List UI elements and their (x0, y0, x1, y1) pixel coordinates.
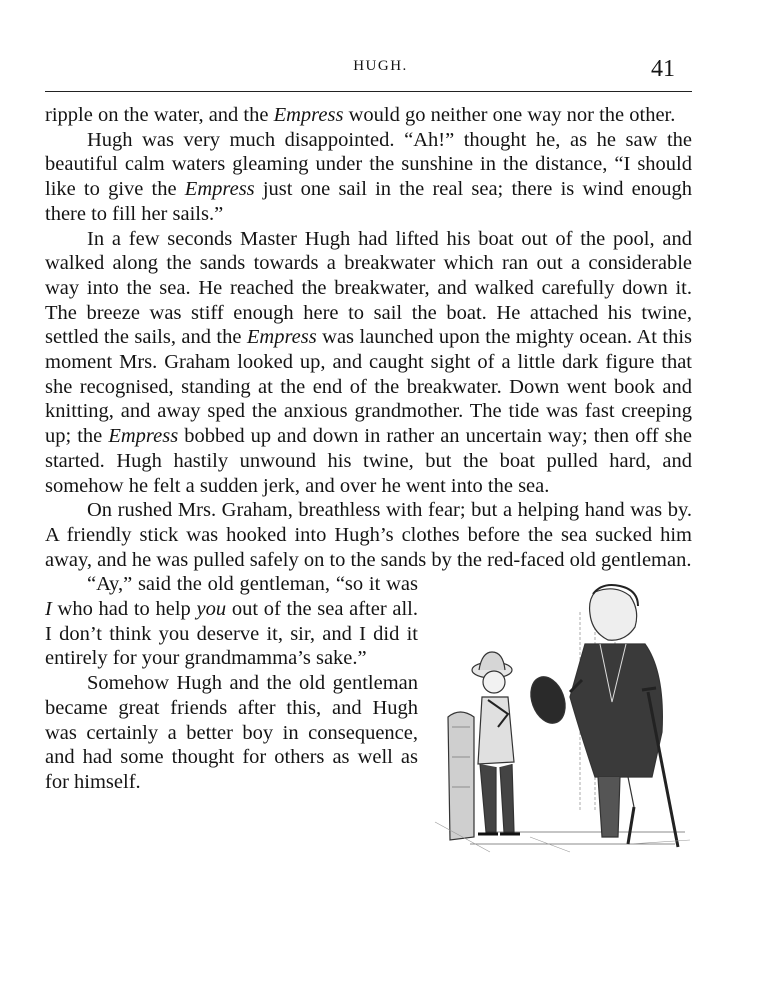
body-text (45, 103, 692, 861)
page-number: 41 (651, 56, 675, 82)
header-rule (45, 91, 692, 92)
paragraph-5: “Ay,” said the old gentleman, “so it was I who had to help you out of the sea after all. I don’t think you deserve it, sir, and I did it entirely for your grandmamma’s sake.” (45, 573, 418, 670)
paragraph-4: On rushed Mrs. Graham, breathless with fear; but a helping hand was by. A friendly stick was hooked into Hugh’s clothes before the sea sucked him away, and he was pulled safely on to the sands by the red-faced old gentleman. (45, 499, 692, 571)
paragraph-1: ripple on the water, and the Empress would go neither one way nor the other. (45, 104, 676, 126)
engraving-illustration (430, 582, 692, 857)
running-header: HUGH. (353, 58, 408, 74)
paragraph-3: In a few seconds Master Hugh had lifted his boat out of the pool, and walked along the sands towards a breakwater which ran out a considerable way into the sea. He reached the breakwater, and walked carefully down it. The breeze was stiff enough here to sail the boat. He attached his twine, settled the sails, and the Empress was launched upon the mighty ocean. At this moment Mrs. Graham looked up, and caught sight of a little dark figure that she recognised, standing at the end of the breakwater. Down went book and knitting, and away sped the anxious grandmother. The tide was fast creeping up; the Empress bobbed up and down in rather an uncertain way; then off she started. Hugh hastily unwound his twine, but the boat pulled hard, and somehow he felt a sudden jerk, and over he went into the sea. (45, 227, 692, 497)
paragraph-2: Hugh was very much disappointed. “Ah!” thought he, as he saw the beautiful calm waters gleaming under the sunshine in the distance, “I should like to give the Empress just one sail in the real sea; there is wind enough there to fill her sails.” (45, 128, 693, 225)
boy-and-old-gentleman-engraving (430, 582, 692, 857)
paragraph-6: Somehow Hugh and the old gentleman became great friends after this, and Hugh was certainly a better boy in consequence, and had some thought for others as well as for himself. (45, 672, 418, 793)
